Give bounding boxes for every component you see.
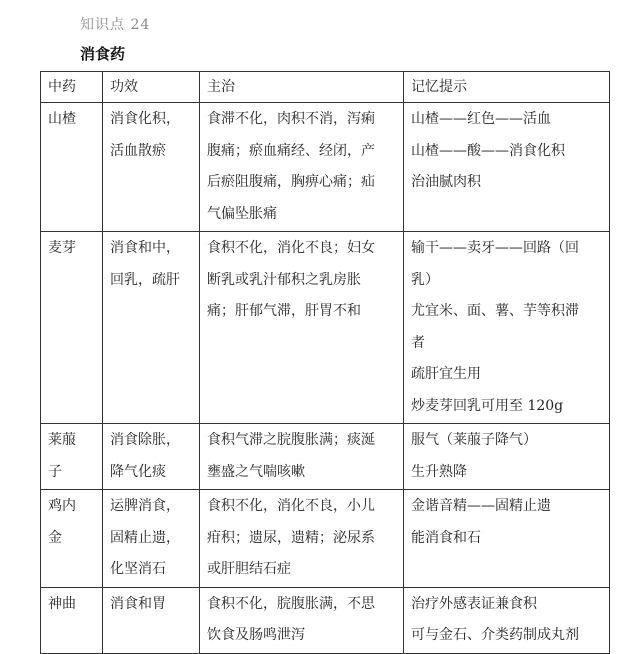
memo-line: 炒麦芽回乳可用至 120g <box>411 397 564 414</box>
indication-line: 食积气滞之脘腹胀满；痰涎 <box>207 432 375 448</box>
effect-cell <box>103 232 200 424</box>
indication-line: 痛；肝郁气滞，肝胃不和 <box>207 303 361 319</box>
indication-line: 气偏坠胀痛 <box>207 205 277 222</box>
table-row <box>41 103 610 232</box>
indication-cell <box>200 424 404 490</box>
memo-line: 尤宜米、面、薯、芋等积滞 <box>411 303 579 319</box>
indication-line: 疳积；遗尿，遗精；泌尿系 <box>207 529 375 546</box>
column-header-herb: 中药 <box>41 72 103 103</box>
indication-line: 或肝胆结石症 <box>207 561 291 577</box>
memo-line: 服气（莱菔子降气） <box>411 432 537 448</box>
herb-cell <box>41 103 103 232</box>
herb-cell <box>41 232 103 424</box>
effect-line: 消食化积， <box>110 111 180 127</box>
indication-line: 食积不化，消化不良；妇女 <box>207 240 375 256</box>
indication-line: 后瘀阻腹痛，胸痹心痛；疝 <box>207 174 375 190</box>
indication-cell <box>200 232 404 424</box>
memo-line: 治疗外感表证兼食积 <box>411 595 537 612</box>
memo-line: 山楂——红色——活血 <box>411 111 551 127</box>
section-title: 消食药 <box>80 45 126 63</box>
herb-name: 鸡内 <box>48 498 76 514</box>
effect-cell <box>103 490 200 588</box>
indication-line: 壅盛之气喘咳嗽 <box>207 463 305 480</box>
memo-line: 乳） <box>411 271 439 288</box>
effect-line: 化坚消石 <box>110 561 166 577</box>
memo-cell <box>404 232 610 424</box>
indication-line: 食积不化，脘腹胀满，不思 <box>207 595 375 612</box>
herb-cell <box>41 490 103 588</box>
memo-line: 者 <box>411 334 425 351</box>
memo-line: 输干——卖牙——回路（回 <box>411 240 579 256</box>
indication-cell <box>200 103 404 232</box>
effect-cell <box>103 103 200 232</box>
memo-line: 治油腻肉积 <box>411 174 481 190</box>
indication-line: 腹痛；瘀血痛经、经闭，产 <box>207 142 375 159</box>
memo-line: 生升熟降 <box>411 463 467 480</box>
indication-cell <box>200 490 404 588</box>
table-row <box>41 490 610 588</box>
indication-line: 食积不化，消化不良，小儿 <box>207 498 375 514</box>
effect-cell <box>103 424 200 490</box>
table-header-row <box>41 72 610 103</box>
effect-cell <box>103 587 200 653</box>
memo-line: 疏肝宜生用 <box>411 366 481 382</box>
memo-line: 山楂——酸——消食化积 <box>411 142 565 159</box>
memo-cell <box>404 103 610 232</box>
effect-line: 固精止遗， <box>110 529 180 546</box>
table-row <box>41 424 610 490</box>
column-header-indication: 主治 <box>200 72 404 103</box>
effect-line: 消食和胃 <box>110 595 166 612</box>
herb-table <box>40 71 610 654</box>
column-header-memo: 记忆提示 <box>404 72 610 103</box>
herb-name: 麦芽 <box>48 240 76 256</box>
effect-line: 回乳，疏肝 <box>110 271 180 288</box>
herb-cell <box>41 587 103 653</box>
effect-line: 消食和中， <box>110 240 180 256</box>
indication-line: 饮食及肠鸣泄泻 <box>207 627 305 643</box>
effect-line: 降气化痰 <box>110 463 166 480</box>
memo-cell <box>404 424 610 490</box>
herb-name: 神曲 <box>48 595 76 612</box>
memo-line: 能消食和石 <box>411 529 481 546</box>
herb-name: 金 <box>48 529 62 546</box>
indication-line: 断乳或乳汁郁积之乳房胀 <box>207 271 361 288</box>
memo-line: 可与金石、介类药制成丸剂 <box>411 627 579 643</box>
memo-cell <box>404 587 610 653</box>
effect-line: 消食除胀， <box>110 432 180 448</box>
table-row <box>41 587 610 653</box>
knowledge-point-label: 知识点 24 <box>80 17 151 33</box>
herb-name: 莱菔 <box>48 432 76 448</box>
column-header-effect: 功效 <box>103 72 200 103</box>
indication-line: 食滞不化，肉积不消，泻痢 <box>207 111 375 127</box>
herb-name: 山楂 <box>48 111 76 127</box>
indication-cell <box>200 587 404 653</box>
effect-line: 运脾消食， <box>110 498 180 514</box>
table-row <box>41 232 610 424</box>
memo-cell <box>404 490 610 588</box>
effect-line: 活血散瘀 <box>110 142 166 159</box>
herb-name: 子 <box>48 463 62 480</box>
memo-line: 金谐音精——固精止遗 <box>411 498 551 514</box>
herb-cell <box>41 424 103 490</box>
